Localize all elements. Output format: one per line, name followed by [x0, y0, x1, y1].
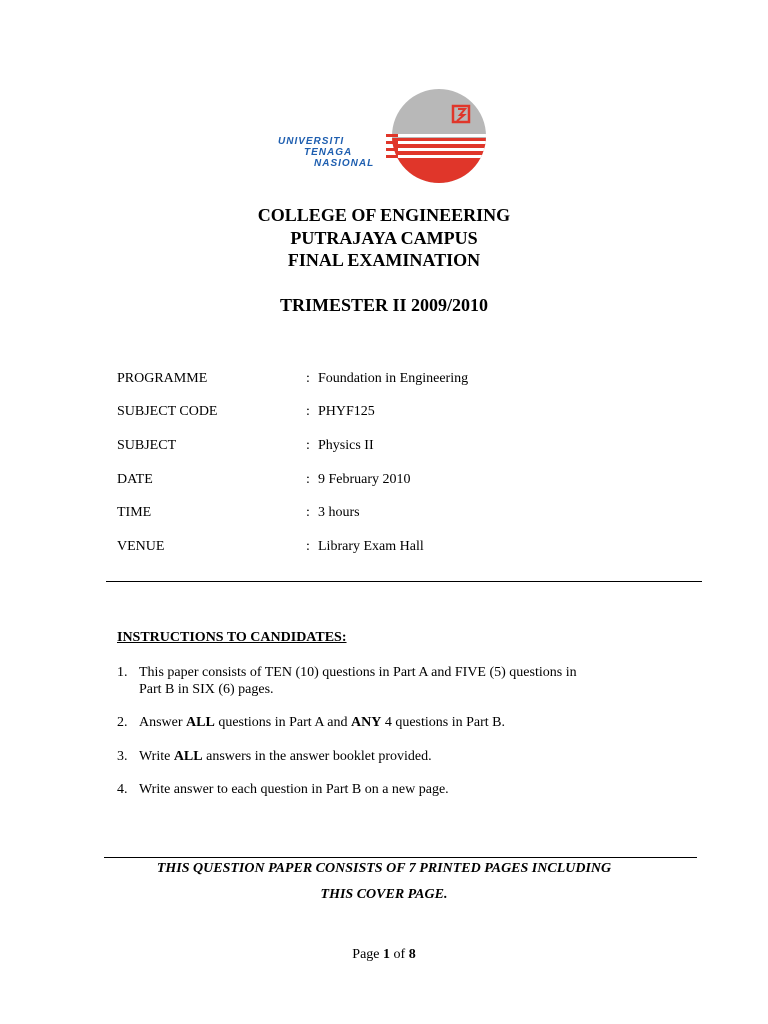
- instruction-text: Write answer to each question in Part B on a new page.: [139, 782, 449, 797]
- campus-name: PUTRAJAYA CAMPUS: [290, 227, 478, 248]
- page-total: 8: [408, 947, 416, 962]
- logo-line-2: TENAGA: [304, 147, 353, 158]
- page-prefix: Page: [352, 947, 384, 962]
- exam-heading: [0, 204, 768, 272]
- detail-label: SUBJECT CODE: [117, 404, 218, 419]
- instruction-text-part: 4 questions in Part B.: [381, 715, 505, 730]
- college-name: COLLEGE OF ENGINEERING: [257, 205, 511, 225]
- detail-value: Physics II: [318, 438, 374, 453]
- logo-line-1: UNIVERSITI: [278, 136, 345, 147]
- instruction-emphasis: ALL: [173, 749, 203, 764]
- instruction-emphasis: ANY: [350, 715, 382, 730]
- page-count-note-line-1: THIS QUESTION PAPER CONSISTS OF 7 PRINTED PAGES INCLUDING: [156, 861, 612, 876]
- instruction-text: [139, 748, 659, 765]
- detail-colon: :: [306, 404, 310, 419]
- instruction-emphasis: ALL: [186, 715, 215, 730]
- instruction-text-part: questions in Part A and: [214, 715, 351, 730]
- instruction-text-part: Write: [139, 749, 174, 764]
- instruction-line: This paper consists of TEN (10) questions in Part A and FIVE (5) questions in: [139, 665, 577, 680]
- page-count-note-line-2: THIS COVER PAGE.: [320, 887, 448, 902]
- detail-colon: :: [306, 438, 310, 453]
- trimester-title: TRIMESTER II 2009/2010: [279, 295, 489, 315]
- page-of: of: [390, 947, 409, 962]
- detail-colon: :: [306, 505, 310, 520]
- logo-emblem: [374, 89, 486, 184]
- instruction-text-part: Answer: [139, 715, 187, 730]
- instructions-heading: INSTRUCTIONS TO CANDIDATES:: [117, 630, 347, 645]
- detail-label: SUBJECT: [117, 438, 177, 453]
- instruction-number: 3.: [117, 749, 128, 764]
- detail-value: 9 February 2010: [318, 472, 411, 487]
- detail-colon: :: [306, 371, 310, 386]
- logo-line-3: NASIONAL: [314, 158, 375, 169]
- instruction-number: 1.: [117, 665, 128, 680]
- detail-value: Library Exam Hall: [318, 539, 424, 554]
- instruction-line: Part B in SIX (6) pages.: [139, 682, 274, 697]
- detail-value: Foundation in Engineering: [318, 371, 469, 386]
- detail-value: PHYF125: [318, 404, 375, 419]
- instruction-number: 2.: [117, 715, 128, 730]
- divider-top: [106, 581, 702, 582]
- instruction-text: [139, 714, 659, 731]
- page-count-note: [0, 856, 768, 908]
- detail-value: 3 hours: [318, 505, 360, 520]
- instruction-number: 4.: [117, 782, 128, 797]
- detail-colon: :: [306, 539, 310, 554]
- exam-title: FINAL EXAMINATION: [287, 250, 481, 270]
- detail-label: DATE: [117, 472, 153, 487]
- detail-label: VENUE: [117, 539, 165, 554]
- detail-label: PROGRAMME: [117, 371, 208, 386]
- detail-label: TIME: [117, 505, 152, 520]
- instruction-text: [139, 664, 659, 698]
- instruction-text-part: answers in the answer booklet provided.: [202, 749, 432, 764]
- university-logo: [274, 88, 486, 184]
- detail-colon: :: [306, 472, 310, 487]
- page-current: 1: [383, 947, 391, 962]
- page-number: [0, 947, 768, 963]
